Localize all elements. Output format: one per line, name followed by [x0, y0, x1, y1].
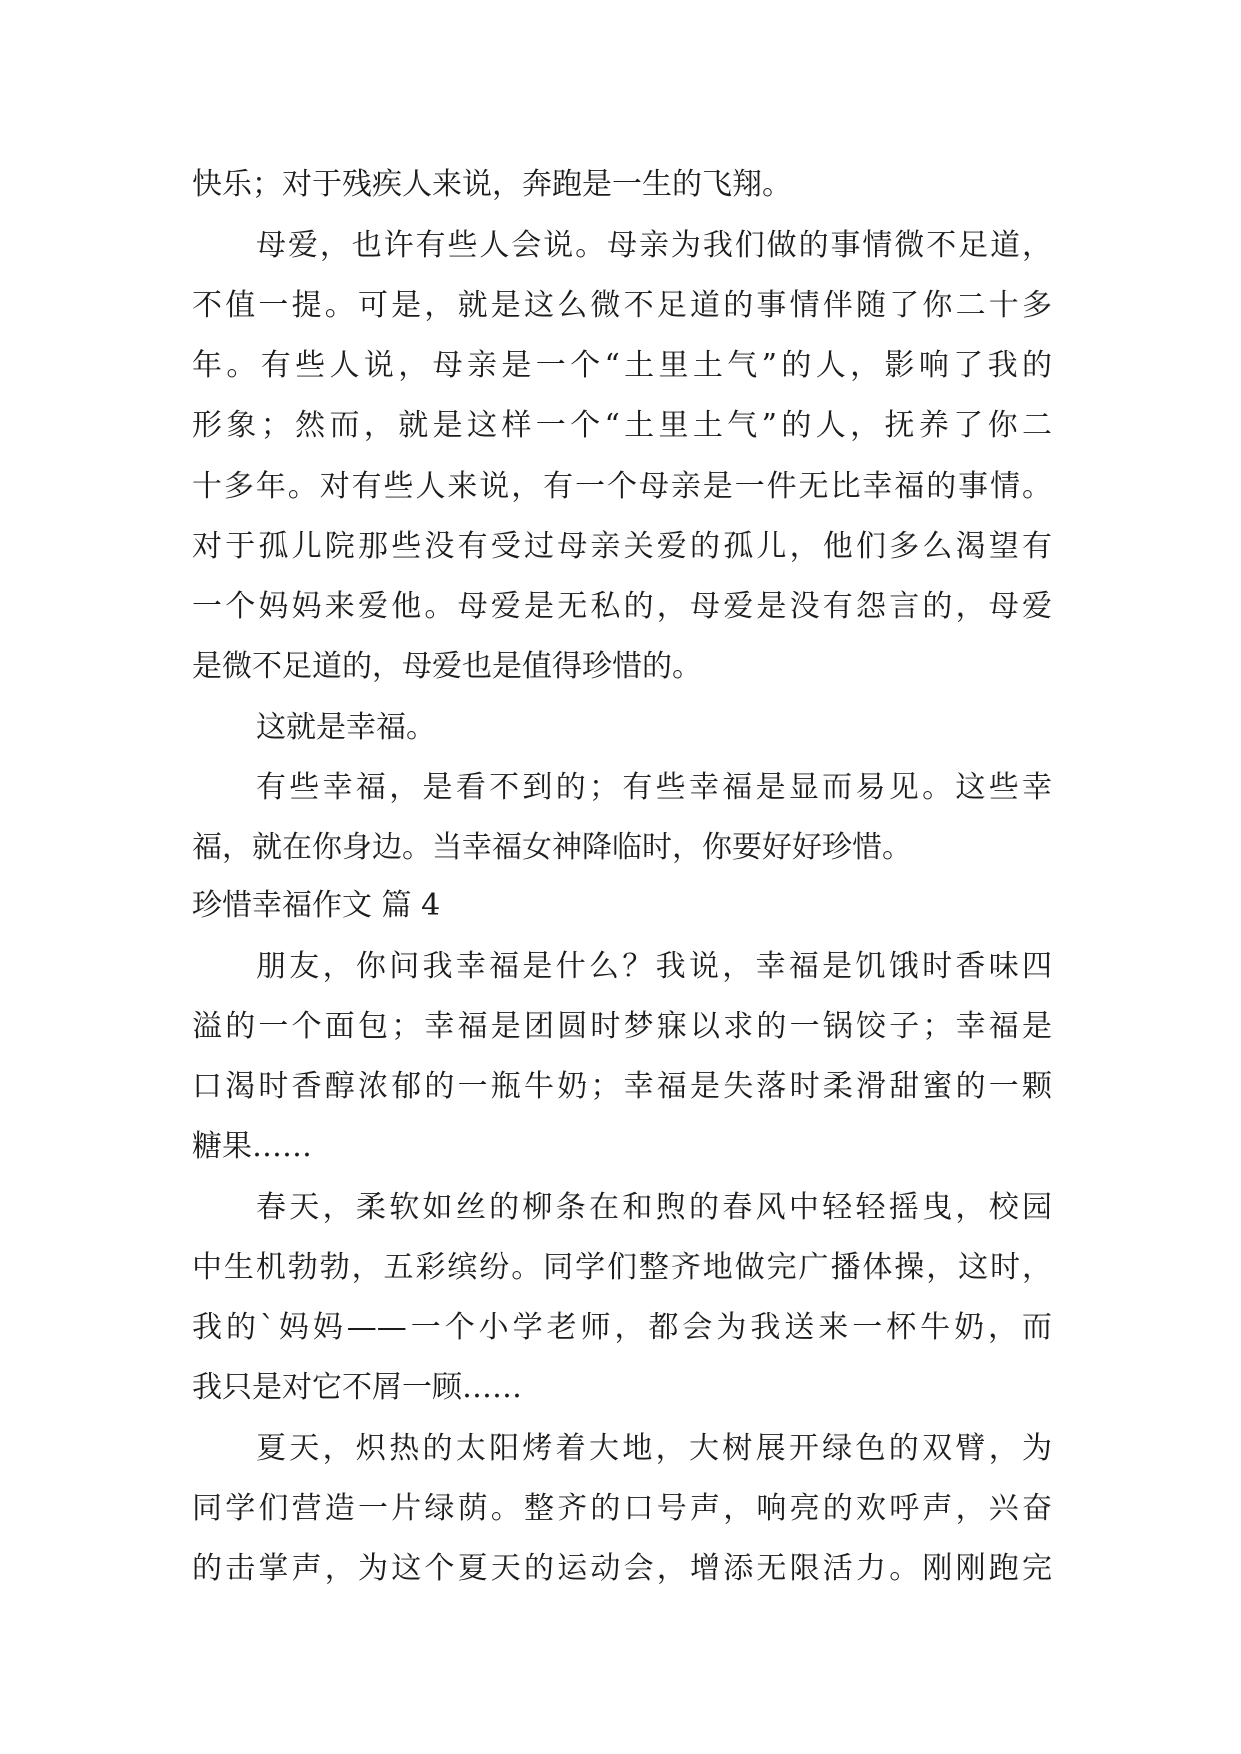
section-heading: 珍惜幸福作文 篇 4	[192, 888, 441, 923]
text-line: 不值一提。可是，就是这么微不足道的事情伴随了你二十多	[192, 288, 1052, 323]
text-line: 同学们营造一片绿荫。整齐的口号声，响亮的欢呼声，兴奋	[192, 1491, 1052, 1526]
text-line: 溢的一个面包；幸福是团圆时梦寐以求的一锅饺子；幸福是	[192, 1009, 1052, 1044]
text-line: 中生机勃勃，五彩缤纷。同学们整齐地做完广播体操，这时，	[192, 1250, 1052, 1285]
paragraph-start-line: 这就是幸福。	[256, 710, 436, 745]
text-line: 快乐；对于残疾人来说，奔跑是一生的飞翔。	[192, 167, 792, 202]
paragraph-start-line: 母爱，也许有些人会说。母亲为我们做的事情微不足道，	[256, 228, 1052, 263]
text-line: 口渴时香醇浓郁的一瓶牛奶；幸福是失落时柔滑甜蜜的一颗	[192, 1069, 1052, 1104]
text-line: 是微不足道的，母爱也是值得珍惜的。	[192, 649, 702, 684]
text-line: 年。有些人说，母亲是一个“土里土气”的人，影响了我的	[192, 348, 1052, 383]
paragraph-start-line: 有些幸福，是看不到的；有些幸福是显而易见。这些幸	[256, 770, 1052, 805]
paragraph-start-line: 朋友，你问我幸福是什么？我说，幸福是饥饿时香味四	[256, 949, 1052, 984]
paragraph-start-line: 夏天，炽热的太阳烤着大地，大树展开绿色的双臂，为	[256, 1431, 1052, 1466]
text-line: 我只是对它不屑一顾……	[192, 1370, 522, 1405]
text-line: 我的`妈妈——一个小学老师，都会为我送来一杯牛奶，而	[192, 1310, 1052, 1345]
text-line: 福，就在你身边。当幸福女神降临时，你要好好珍惜。	[192, 830, 912, 865]
text-line: 十多年。对有些人来说，有一个母亲是一件无比幸福的事情。	[192, 469, 1052, 504]
paragraph-start-line: 春天，柔软如丝的柳条在和煦的春风中轻轻摇曳，校园	[256, 1190, 1052, 1225]
text-line: 一个妈妈来爱他。母爱是无私的，母爱是没有怨言的，母爱	[192, 589, 1052, 624]
text-line: 的击掌声，为这个夏天的运动会，增添无限活力。刚刚跑完	[192, 1551, 1052, 1586]
text-line: 糖果……	[192, 1129, 312, 1164]
text-line: 对于孤儿院那些没有受过母亲关爱的孤儿，他们多么渴望有	[192, 529, 1052, 564]
text-line: 形象；然而，就是这样一个“土里土气”的人，抚养了你二	[192, 408, 1052, 443]
